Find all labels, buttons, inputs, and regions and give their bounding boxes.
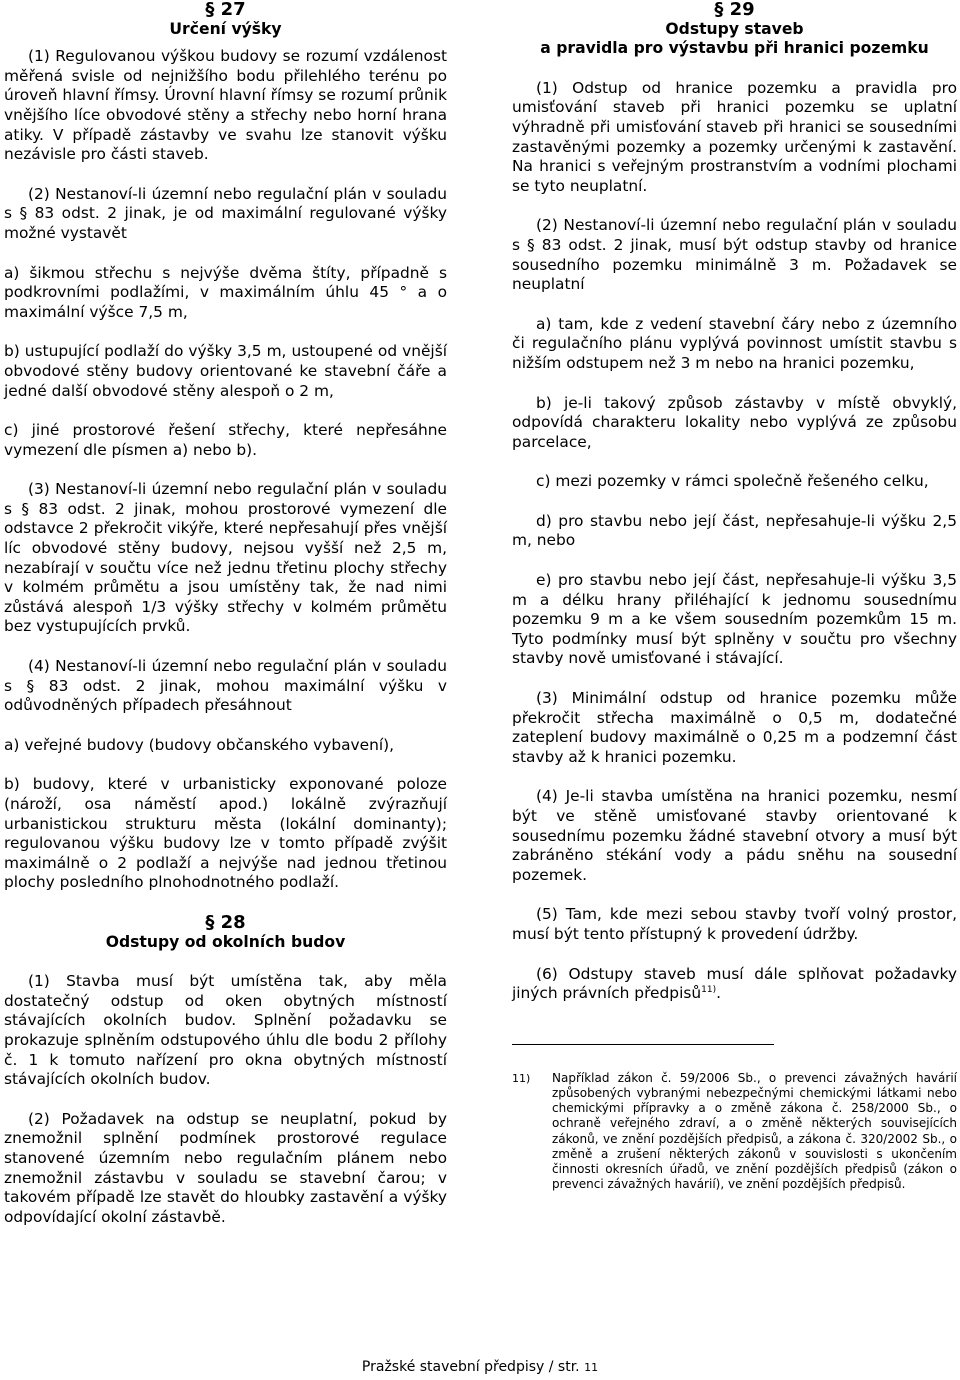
s27-item-b: b) ustupující podlaží do výšky 3,5 m, ustoupené od vnější obvodové stěny budovy orientované ke stavební čáře a jedné další obvodové stěny alespoň o 2 m,: [4, 342, 447, 400]
s29-paragraph-4: (4) Je-li stavba umístěna na hranici pozemku, nesmí být ve stěně umisťované stavby orientované k sousednímu pozemku žádné stavební otvory a musí být zabráněno stékání vody a pádu sněhu na sousední pozemek.: [512, 787, 957, 884]
s27-item-a: a) šikmou střechu s nejvýše dvěma štíty, případně s podkrovními podlažími, v maximálním úhlu 45 ° a o maximální výšce 7,5 m,: [4, 263, 447, 321]
s29-paragraph-5: (5) Tam, kde mezi sebou stavby tvoří volný prostor, musí být tento přístupný k provedení údržby.: [512, 905, 957, 943]
section-29-heading: [512, 0, 957, 59]
s27-item-4a: a) veřejné budovy (budovy občanského vybavení),: [4, 735, 395, 754]
footnote: [512, 1071, 957, 1193]
s29-paragraph-6: [512, 965, 957, 1004]
section-29-title: Odstupy staveb: [665, 19, 804, 38]
section-29-subtitle: a pravidla pro výstavbu při hranici pozemku: [540, 39, 929, 58]
s27-paragraph-4: (4) Nestanoví-li územní nebo regulační plán v souladu s § 83 odst. 2 jinak, mohou maximální výšku v odůvodněných případech přesáhnout: [4, 657, 447, 715]
section-29-number: § 29: [714, 0, 755, 20]
s29-paragraph-3: (3) Minimální odstup od hranice pozemku může překročit střecha maximálně o 0,5 m, dodatečné zateplení budovy maximálně o 0,25 m a podzemní část stavby až k hranici pozemku.: [512, 689, 957, 766]
s29-item-a: a) tam, kde z vedení stavební čáry nebo z územního či regulačního plánu vyplývá povinnost umístit stavbu s nižším odstupem než 3 m nebo na hranici pozemku,: [512, 314, 957, 372]
section-27-number: § 27: [205, 0, 246, 20]
s29-item-b: b) je-li takový způsob zástavby v místě obvyklý, odpovídá charakteru lokality nebo vyplývá ze způsobu parcelace,: [512, 393, 957, 451]
s29-paragraph-6-end: .: [716, 984, 721, 1003]
page-number: 11: [584, 1361, 599, 1374]
section-28-title: Odstupy od okolních budov: [105, 932, 346, 951]
footnote-divider: [512, 1044, 774, 1045]
s27-paragraph-1: (1) Regulovanou výškou budovy se rozumí vzdálenost měřená svisle od nejnižšího bodu přilehlého terénu po úroveň hlavní římsy. Úrovní hlavní římsy se rozumí průnik vnějšího líce obvodové stěny a střechy nebo horní hrana atiky. V případě zástavby ve svahu lze stanovit výšku nezávisle pro části staveb.: [4, 47, 447, 164]
s27-paragraph-3: (3) Nestanoví-li územní nebo regulační plán v souladu s § 83 odst. 2 jinak, mohou prostorové vymezení dle odstavce 2 překročit vikýře, které nepřesahují přes vnější líc obvodové stěny budovy, nejsou vyšší než 2,5 m, nezabírají v součtu více než jednu třetinu plochy střechy v kolmém průmětu a jsou umístěny tak, že nad nimi zůstává alespoň 1/3 výšky střechy v kolmém průmětu bez vystupujících prvků.: [4, 480, 447, 636]
s29-paragraph-6-text: (6) Odstupy staveb musí dále splňovat požadavky jiných právních předpisů: [512, 964, 957, 1003]
section-27-heading: [4, 0, 447, 39]
s27-item-c: c) jiné prostorové řešení střechy, které nepřesáhne vymezení dle písmen a) nebo b).: [4, 421, 447, 459]
s29-paragraph-2: (2) Nestanoví-li územní nebo regulační plán v souladu s § 83 odst. 2 jinak, musí být odstup stavby od hranice sousedního pozemku minimálně 3 m. Požadavek se neuplatní: [512, 216, 957, 294]
s28-paragraph-2: (2) Požadavek na odstup se neuplatní, pokud by znemožnil splnění podmínek prostorové regulace stanovené územním nebo regulačním plánem nebo znemožnil zástavbu v souladu se stavební čarou; v takovém případě lze stavět do hloubky zastavění a výšky odpovídající okolní zástavbě.: [4, 1109, 447, 1226]
footer-label: Pražské stavební předpisy / str.: [361, 1359, 580, 1375]
footnote-mark: 11): [512, 1071, 531, 1085]
left-column: [4, 0, 447, 1227]
page-footer: [0, 1358, 960, 1377]
right-column: [512, 0, 957, 1192]
s29-item-c: c) mezi pozemky v rámci společně řešeného celku,: [536, 472, 929, 491]
s27-paragraph-2: (2) Nestanoví-li územní nebo regulační plán v souladu s § 83 odst. 2 jinak, je od maximální regulované výšky možné vystavět: [4, 184, 447, 242]
footnote-reference[interactable]: 11): [701, 985, 717, 996]
section-28-heading: [4, 913, 447, 952]
s28-paragraph-1: (1) Stavba musí být umístěna tak, aby měla dostatečný odstup od oken obytných místností stávajících okolních budov. Splnění požadavku se prokazuje splněním odstupového úhlu dle bodu 2 přílohy č. 1 k tomuto nařízení pro okna obytných místností stávajících okolních budov.: [4, 972, 447, 1089]
s27-item-4b: b) budovy, které v urbanisticky exponované poloze (nároží, osa náměstí apod.) lokálně zvýrazňují urbanistickou strukturu města (lokální dominanty); regulovanou výšku budovy lze v tomto případě zvýšit maximálně o 2 podlaží a nejvýše nad jednou třetinou plochy posledního plnohodnotného podlaží.: [4, 775, 447, 892]
section-27-title: Určení výšky: [169, 19, 282, 38]
s29-item-d: d) pro stavbu nebo její část, nepřesahuje-li výšku 2,5 m, nebo: [512, 511, 957, 550]
s29-item-e: e) pro stavbu nebo její část, nepřesahuje-li výšku 3,5 m a délku hrany přiléhající k jednomu sousednímu pozemku 9 m a ke všem sousedním pozemkům 15 m. Tyto podmínky musí být splněny v součtu pro všechny stavby nově umisťované i stávající.: [512, 571, 957, 668]
s29-paragraph-1: (1) Odstup od hranice pozemku a pravidla pro umisťování staveb při hranici pozemku se uplatní výhradně při umisťování staveb při hranici se sousedními zastavěnými pozemky a pozemky určenými k zastavění. Na hranici s veřejným prostranstvím a vodními plochami se tyto neuplatní.: [512, 78, 957, 195]
section-28-number: § 28: [205, 911, 246, 933]
footnote-text: Například zákon č. 59/2006 Sb., o prevenci závažných havárií způsobených vybranými nebezpečnými chemickými látkami nebo chemickými přípravky a o změně zákona č. 258/2000 Sb., o ochraně veřejného zdraví, a o změně některých souvisejících zákonů, ve znění pozdějších předpisů, a zákona č. 320/2002 Sb., o změně a zrušení některých zákonů v souvislosti s ukončením činnosti okresních úřadů, ve znění pozdějších předpisů (zákon o prevenci závažných havárií), ve znění pozdějších předpisů.: [552, 1070, 957, 1192]
